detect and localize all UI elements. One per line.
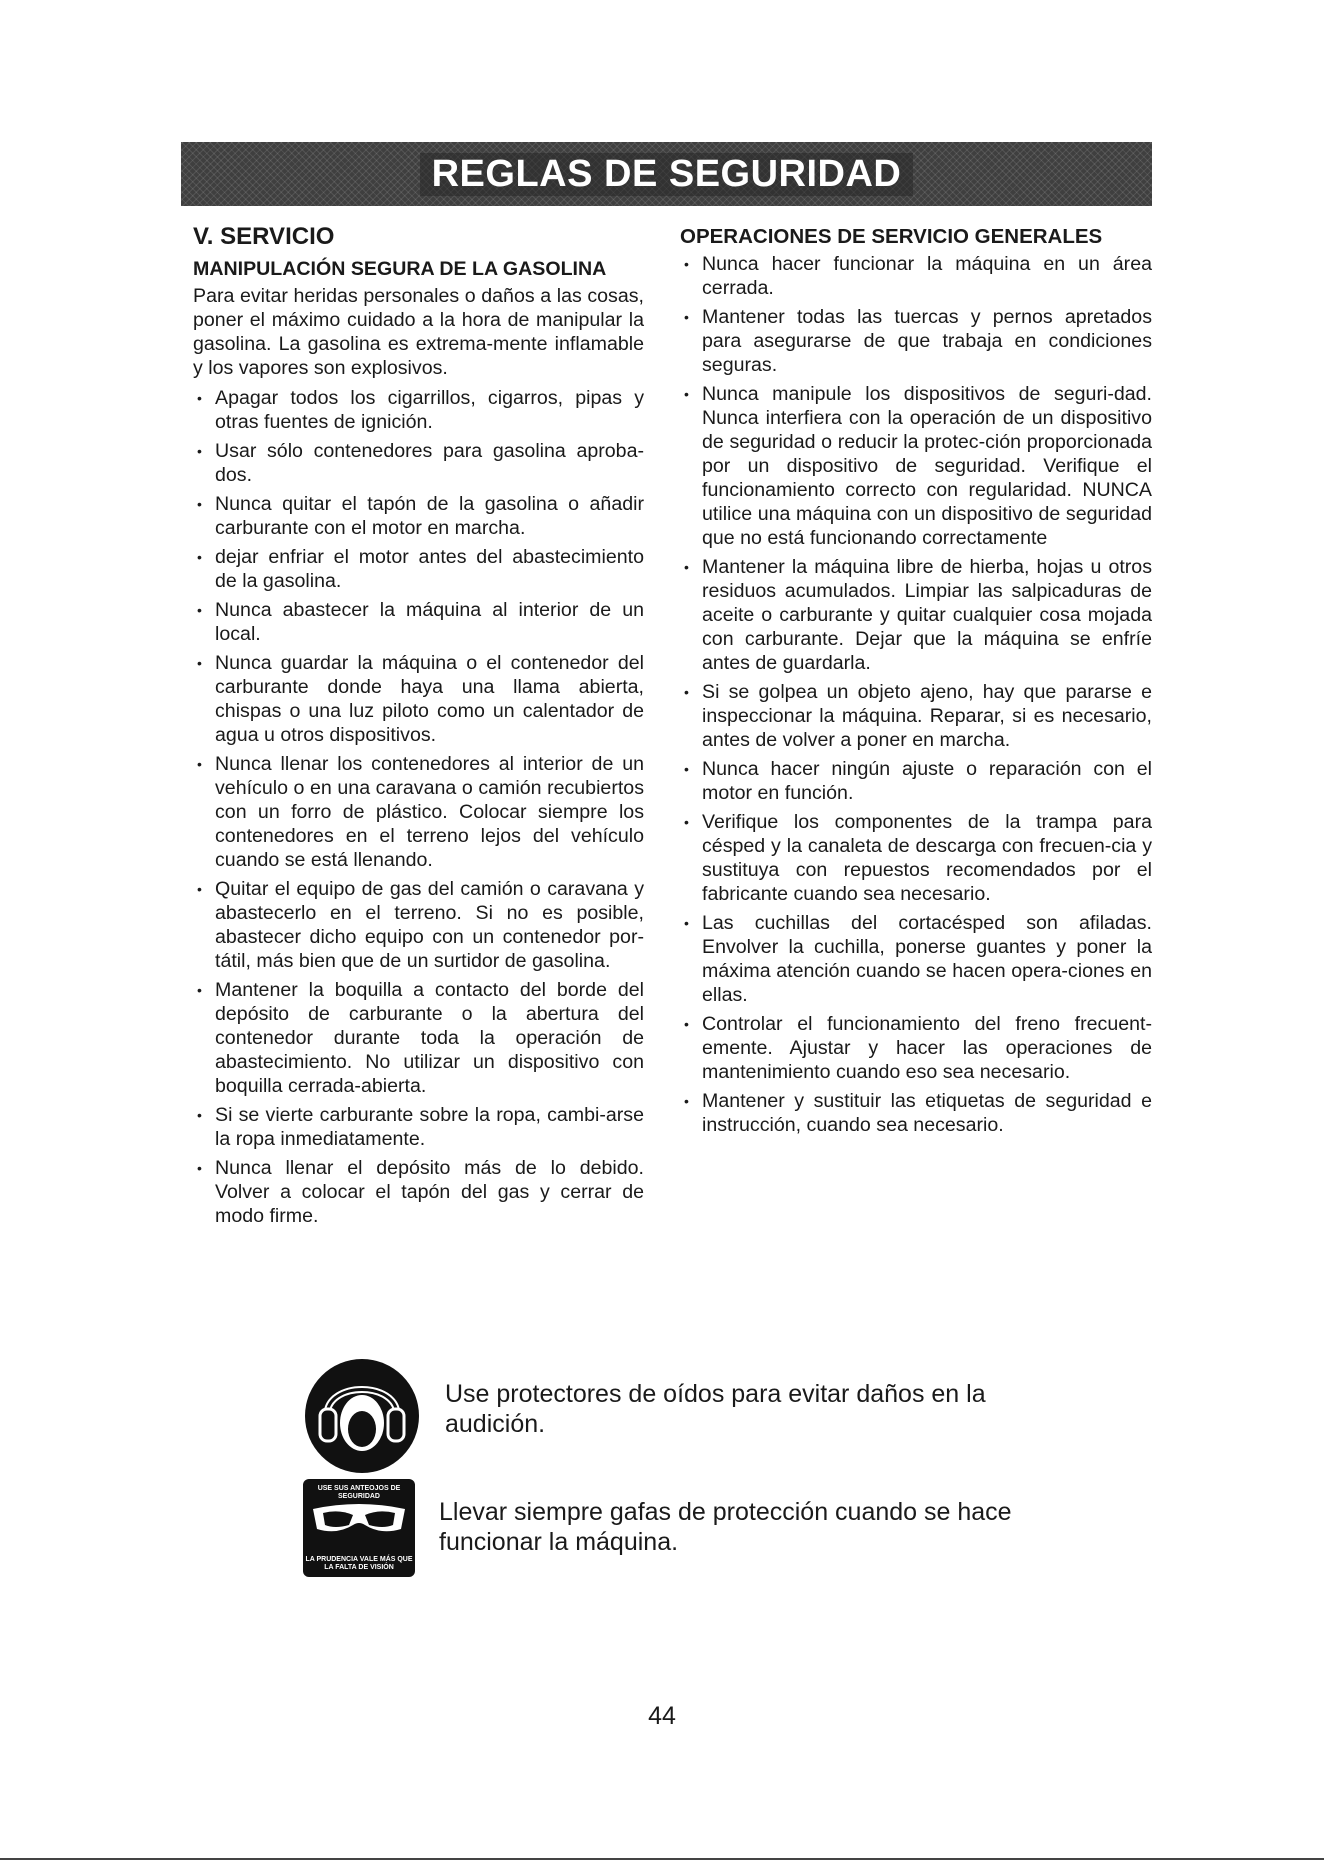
list-item: • Usar sólo contenedores para gasolina aproba-dos.	[193, 439, 644, 487]
gasoline-safety-list	[193, 386, 644, 1228]
goggles-graphic	[309, 1501, 409, 1537]
list-item: • Nunca guardar la máquina o el contenedor del carburante donde haya una llama abierta, chispas o una luz piloto como un calentador de agua u otros dispositivos.	[193, 651, 644, 747]
right-column	[680, 224, 1152, 1142]
list-item: • Si se vierte carburante sobre la ropa, cambi-arse la ropa inmediatamente.	[193, 1103, 644, 1151]
list-item: • Verifique los componentes de la trampa para césped y la canaleta de descarga con frecuen-cia y sustituya con repuestos recomendados por el fabricante cuando sea necesario.	[680, 810, 1152, 906]
list-item: • Nunca quitar el tapón de la gasolina o añadir carburante con el motor en marcha.	[193, 492, 644, 540]
section-banner	[181, 142, 1152, 206]
eye-notice-text: Llevar siempre gafas de protección cuando se hace funcionar la máquina.	[439, 1498, 1012, 1556]
list-item: • Mantener todas las tuercas y pernos apretados para asegurarse de que trabaja en condiciones seguras.	[680, 305, 1152, 377]
list-item: • Mantener la máquina libre de hierba, hojas u otros residuos acumulados. Limpiar las salpicaduras de aceite o carburante y quitar cualquier cosa mojada con carburante. Dejar que la máquina se enfríe antes de guardarla.	[680, 555, 1152, 675]
section-title-servicio: V. SERVICIO	[193, 223, 335, 250]
list-item: • Nunca llenar el depósito más de lo debido. Volver a colocar el tapón del gas y cerrar de modo firme.	[193, 1156, 644, 1228]
list-item: • Nunca llenar los contenedores al interior de un vehículo o en una caravana o camión recubiertos con un forro de plástico. Colocar siempre los contenedores en el terreno lejos del vehículo cuando se está llenando.	[193, 752, 644, 872]
list-item: • Controlar el funcionamiento del freno frecuent-emente. Ajustar y hacer las operaciones de mantenimiento cuando eso sea necesario.	[680, 1012, 1152, 1084]
page-number: 44	[648, 1702, 676, 1730]
bottom-divider	[0, 1858, 1324, 1860]
list-item: • Nunca abastecer la máquina al interior de un local.	[193, 598, 644, 646]
ear-protection-icon	[303, 1357, 421, 1475]
list-item: • Las cuchillas del cortacésped son afiladas. Envolver la cuchilla, ponerse guantes y poner la máxima atención cuando se hacen opera-ciones en ellas.	[680, 911, 1152, 1007]
subsection-title-gasolina: MANIPULACIÓN SEGURA DE LA GASOLINA	[193, 258, 607, 280]
banner-title: REGLAS DE SEGURIDAD	[420, 153, 914, 196]
list-item: • Quitar el equipo de gas del camión o caravana y abastecerlo en el terreno. Si no es posible, abastecer dicho equipo con un contenedor por-tátil, más bien que de un surtidor de gasolina.	[193, 877, 644, 973]
eye-protection-notice	[303, 1479, 1063, 1577]
service-operations-list	[680, 252, 1152, 1137]
list-item: • Mantener y sustituir las etiquetas de seguridad e instrucción, cuando sea necesario.	[680, 1089, 1152, 1137]
list-item: • Nunca manipule los dispositivos de seguri-dad. Nunca interfiera con la operación de un dispositivo de seguridad o reducir la protec-ción proporcionada por un dispositivo de seguridad. Verifique el funcionamiento correcto con regularidad. NUNCA utilice una máquina con un dispositivo de seguridad que no está funcionando correctamente	[680, 382, 1152, 550]
list-item: • Nunca hacer funcionar la máquina en un área cerrada.	[680, 252, 1152, 300]
list-item: • Mantener la boquilla a contacto del borde del depósito de carburante o la abertura del contenedor durante toda la operación de abastecimiento. No utilizar un dispositivo con boquilla cerrada-abierta.	[193, 978, 644, 1098]
badge-bottom-text: LA PRUDENCIA VALE MÁS QUE LA FALTA DE VISIÓN	[305, 1556, 413, 1571]
list-item: • Si se golpea un objeto ajeno, hay que pararse e inspeccionar la máquina. Reparar, si es necesario, antes de volver a poner en marcha.	[680, 680, 1152, 752]
section-title-operaciones: OPERACIONES DE SERVICIO GENERALES	[680, 225, 1103, 248]
left-column	[193, 222, 644, 1233]
list-item: • Apagar todos los cigarrillos, cigarros, pipas y otras fuentes de ignición.	[193, 386, 644, 434]
list-item: • Nunca hacer ningún ajuste o reparación con el motor en función.	[680, 757, 1152, 805]
hearing-protection-notice	[303, 1357, 1063, 1475]
intro-paragraph: Para evitar heridas personales o daños a las cosas, poner el máximo cuidado a la hora de manipular la gasolina. La gasolina es extrema-mente inflamable y los vapores son explosivos.	[193, 285, 644, 379]
hearing-notice-text: Use protectores de oídos para evitar daños en la audición.	[445, 1380, 986, 1438]
list-item: • dejar enfriar el motor antes del abastecimiento de la gasolina.	[193, 545, 644, 593]
safety-goggles-icon	[303, 1479, 415, 1577]
badge-top-text: USE SUS ANTEOJOS DE SEGURIDAD	[317, 1485, 401, 1500]
